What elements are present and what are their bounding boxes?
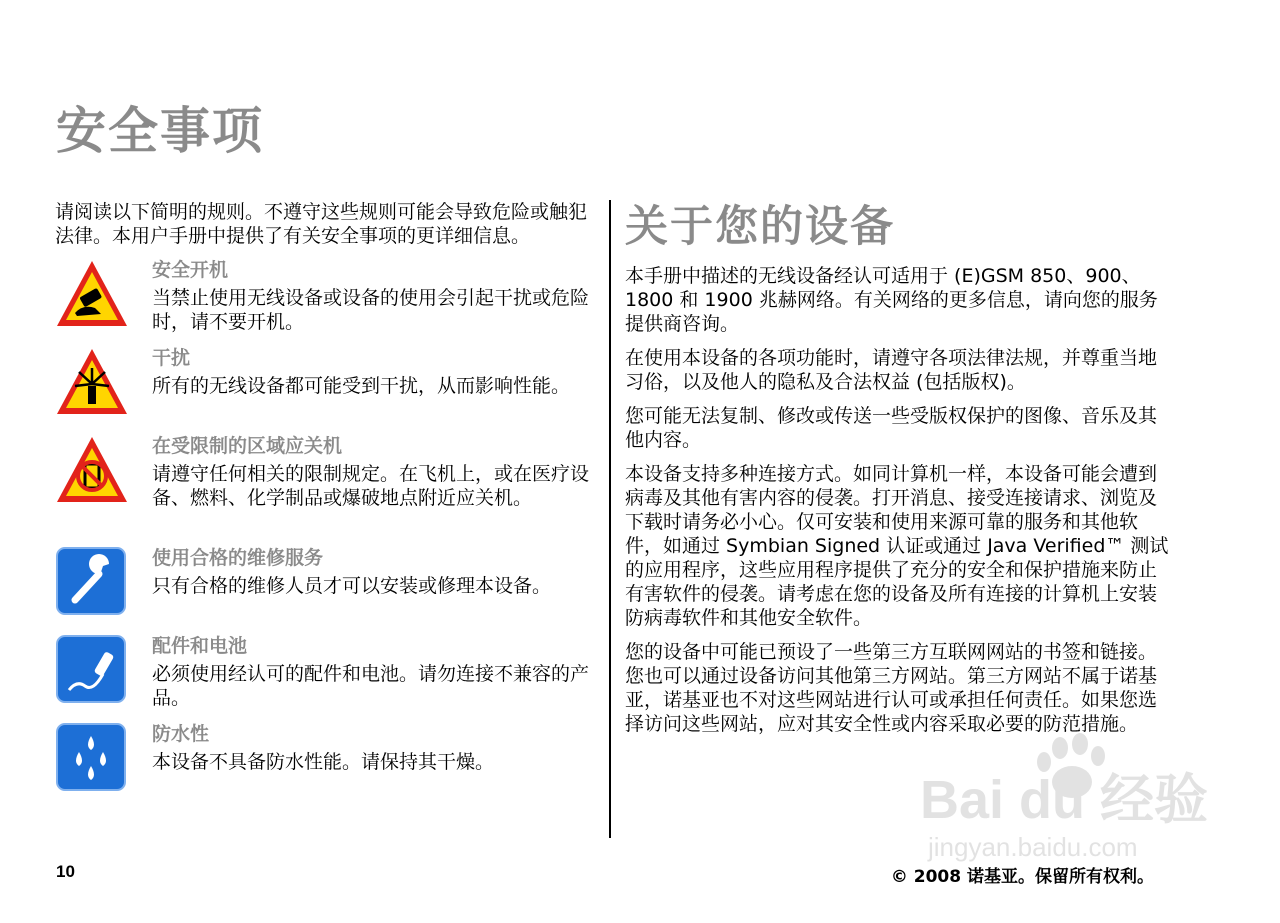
- safety-item-qualified-service: [55, 546, 600, 626]
- watermark-brand: Bai du 经验: [920, 770, 1209, 830]
- safety-item-switch-on: [55, 258, 600, 338]
- safety-item-interference: [55, 346, 600, 426]
- item-text: 所有的无线设备都可能受到干扰，从而影响性能。: [152, 375, 571, 397]
- safety-column: [55, 200, 600, 810]
- no-phone-prohibited-icon: [55, 434, 129, 506]
- copyright-text: © 2008 诺基亚。保留所有权利。: [890, 867, 1154, 887]
- safety-item-restricted-areas: [55, 434, 600, 538]
- item-title: 干扰: [152, 347, 191, 369]
- about-paragraph: 在使用本设备的各项功能时，请遵守各项法律法规，并尊重当地习俗，以及他人的隐私及合法权益 (包括版权)。: [625, 347, 1158, 393]
- item-text: 只有合格的维修人员才可以安装或修理本设备。: [152, 575, 552, 597]
- about-paragraph: 本手册中描述的无线设备经认可适用于 (E)GSM 850、900、1800 和 1900 兆赫网络。有关网络的更多信息，请向您的服务提供商咨询。: [625, 265, 1158, 335]
- page-number: 10: [56, 862, 75, 881]
- interference-warning-icon: [55, 346, 129, 418]
- intro-text: 请阅读以下简明的规则。不遵守这些规则可能会导致危险或触犯法律。本用户手册中提供了有关安全事项的更详细信息。: [55, 201, 588, 247]
- phone-hand-warning-icon: [55, 258, 129, 330]
- section-title: 关于您的设备: [625, 202, 895, 252]
- wrench-service-icon: [55, 546, 129, 618]
- item-text: 本设备不具备防水性能。请保持其干燥。: [152, 751, 495, 773]
- baidu-watermark-logo: [910, 730, 1210, 870]
- safety-item-accessories: [55, 634, 600, 714]
- about-paragraph: 本设备支持多种连接方式。如同计算机一样，本设备可能会遭到病毒及其他有害内容的侵袭。打开消息、接受连接请求、浏览及下载时请务必小心。仅可安装和使用来源可靠的服务和其他软件，如通过 Symbian Signed 认证或通过 Java Verified™ 测试的应用程序，这些应用程序提供了充分的安全和保护措施来防止有害软件的侵袭。请考虑在您的设备及所有连接的计算机上安装防病毒软件和其他安全软件。: [625, 463, 1169, 629]
- item-text: 当禁止使用无线设备或设备的使用会引起干扰或危险时，请不要开机。: [152, 287, 590, 333]
- about-column: [625, 198, 1170, 746]
- item-text: 请遵守任何相关的限制规定。在飞机上，或在医疗设备、燃料、化学制品或爆破地点附近应关机。: [152, 463, 590, 509]
- about-paragraph: 您的设备中可能已预设了一些第三方互联网网站的书签和链接。您也可以通过设备访问其他第三方网站。第三方网站不属于诺基亚，诺基亚也不对这些网站进行认可或承担任何责任。如果您选择访问这些网站，应对其安全性或内容采取必要的防范措施。: [625, 641, 1158, 735]
- item-title: 配件和电池: [152, 635, 248, 657]
- item-title: 使用合格的维修服务: [152, 547, 324, 569]
- water-drops-icon: [55, 722, 129, 794]
- safety-item-water-resistance: [55, 722, 600, 802]
- item-title: 安全开机: [152, 259, 229, 281]
- item-title: 在受限制的区域应关机: [152, 435, 343, 457]
- column-divider: [609, 200, 611, 838]
- charger-cable-icon: [55, 634, 129, 706]
- item-text: 必须使用经认可的配件和电池。请勿连接不兼容的产品。: [152, 663, 590, 709]
- page-title: 安全事项: [56, 102, 264, 160]
- about-paragraph: 您可能无法复制、修改或传送一些受版权保护的图像、音乐及其他内容。: [625, 405, 1158, 451]
- item-title: 防水性: [152, 723, 210, 745]
- watermark-url: jingyan.baidu.com: [928, 832, 1138, 862]
